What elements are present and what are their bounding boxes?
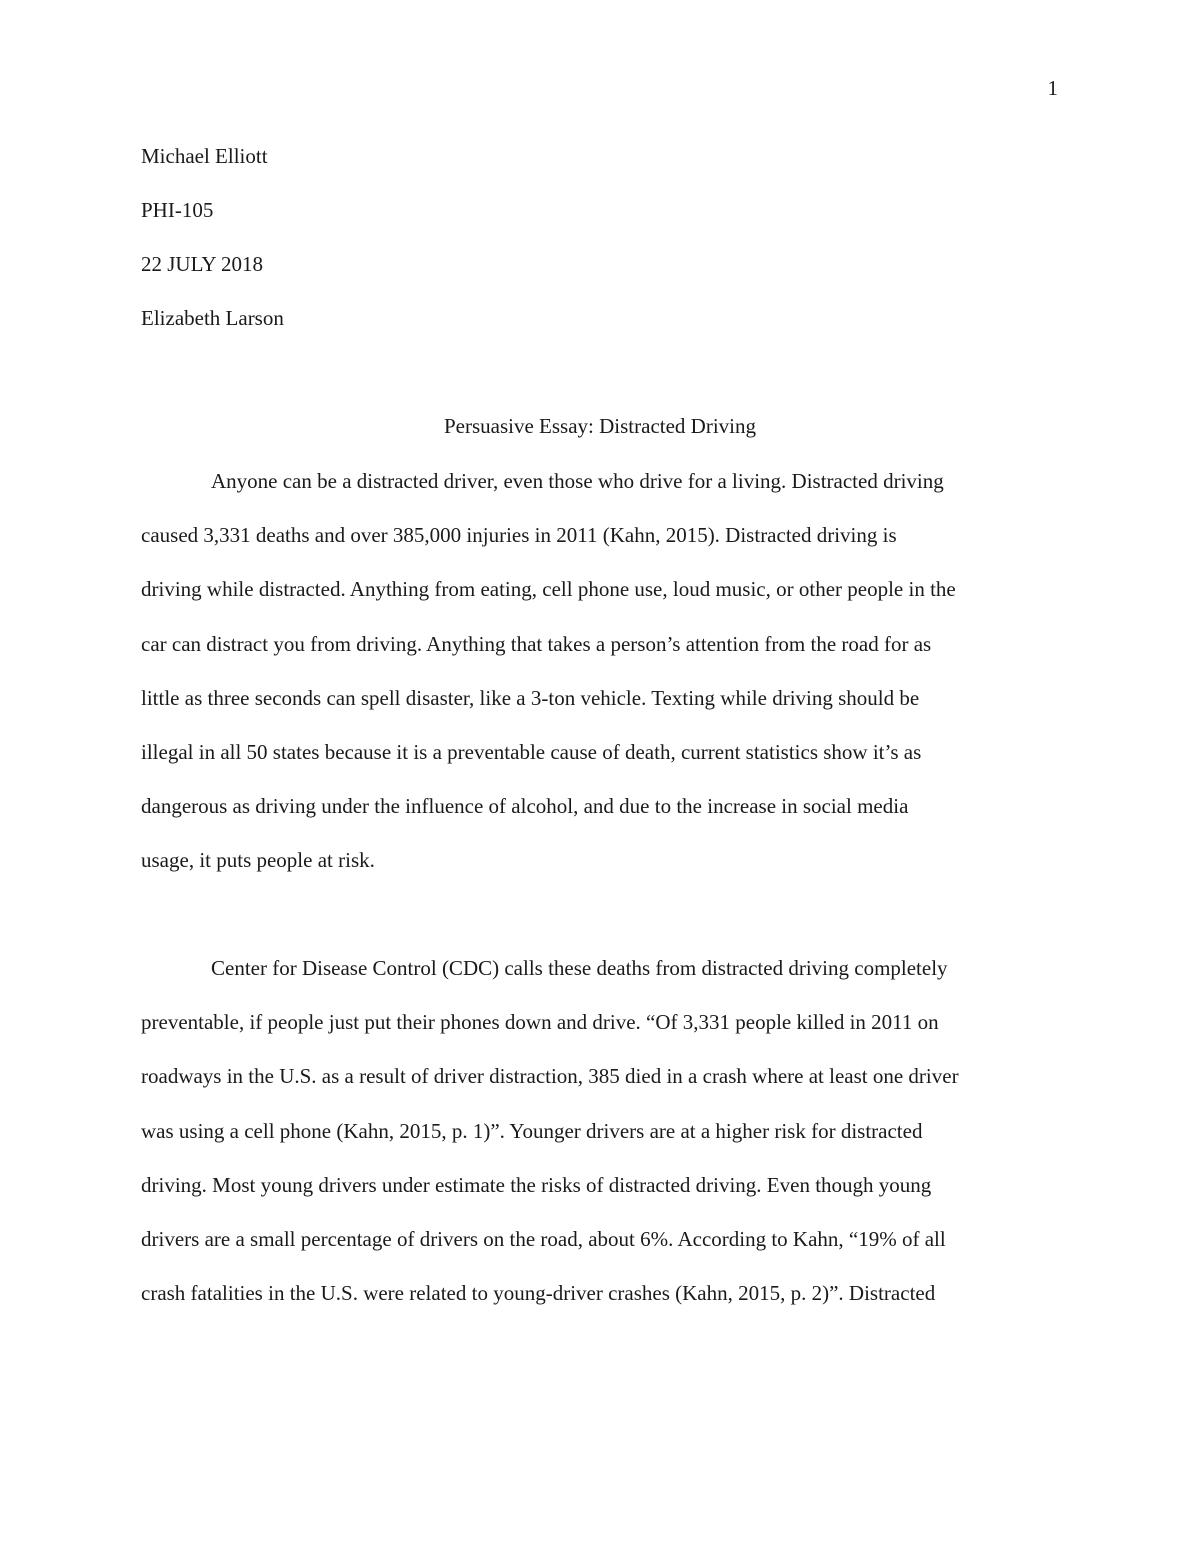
text-line: car can distract you from driving. Anything that takes a person’s attention from the road for as — [141, 631, 932, 656]
text-line: was using a cell phone (Kahn, 2015, p. 1)”. Younger drivers are at a higher risk for distracted — [141, 1118, 923, 1143]
paragraph-cdc — [141, 954, 1071, 1333]
text-line: little as three seconds can spell disaster, like a 3-ton vehicle. Texting while driving should be — [141, 685, 920, 710]
text-line: Anyone can be a distracted driver, even those who drive for a living. Distracted driving — [211, 469, 944, 493]
author-name: Michael Elliott — [141, 144, 268, 168]
text-line: caused 3,331 deaths and over 385,000 injuries in 2011 (Kahn, 2015). Distracted driving is — [141, 523, 897, 548]
text-line: dangerous as driving under the influence of alcohol, and due to the increase in social media — [141, 794, 909, 819]
text-line: drivers are a small percentage of drivers on the road, about 6%. According to Kahn, “19% of all — [141, 1226, 946, 1251]
text-line: Center for Disease Control (CDC) calls these deaths from distracted driving completely — [211, 956, 948, 980]
instructor-name: Elizabeth Larson — [141, 306, 284, 330]
text-line: driving. Most young drivers under estimate the risks of distracted driving. Even though young — [141, 1172, 932, 1197]
essay-header — [141, 142, 1061, 358]
essay-date: 22 JULY 2018 — [141, 252, 263, 276]
text-line: driving while distracted. Anything from eating, cell phone use, loud music, or other people in the — [141, 577, 956, 602]
page-number: 1 — [1047, 76, 1058, 100]
text-line: illegal in all 50 states because it is a preventable cause of death, current statistics show it’s as — [141, 739, 922, 764]
text-line: preventable, if people just put their phones down and drive. “Of 3,331 people killed in 2011 on — [141, 1010, 939, 1035]
essay-title: Persuasive Essay: Distracted Driving — [443, 414, 757, 438]
text-line: crash fatalities in the U.S. were related to young-driver crashes (Kahn, 2015, p. 2)”. Distracted — [141, 1281, 936, 1306]
course-code: PHI-105 — [141, 198, 214, 222]
text-line: usage, it puts people at risk. — [141, 848, 375, 873]
paragraph-introduction — [141, 467, 1071, 901]
text-line: roadways in the U.S. as a result of driver distraction, 385 died in a crash where at least one driver — [141, 1064, 959, 1089]
